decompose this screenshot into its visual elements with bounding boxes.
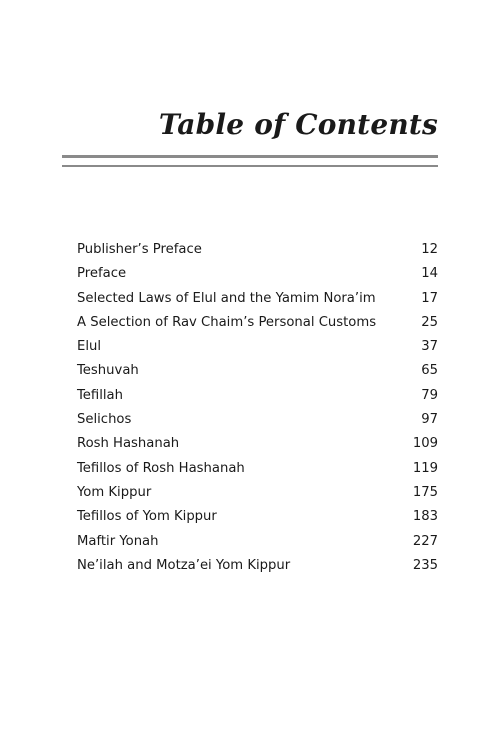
toc-entry[interactable] — [77, 481, 438, 505]
toc-entry[interactable] — [77, 335, 438, 359]
toc-entry-label: Tefillah — [77, 387, 123, 403]
toc-entry[interactable] — [77, 384, 438, 408]
toc-entry[interactable] — [77, 262, 438, 286]
toc-entry-label: Maftir Yonah — [77, 533, 159, 549]
toc-entry-label: A Selection of Rav Chaim’s Personal Customs — [77, 314, 377, 330]
toc-entry-page: 183 — [412, 509, 438, 525]
toc-entry-label: Tefillos of Rosh Hashanah — [77, 460, 245, 476]
toc-entry-page: 109 — [412, 436, 438, 452]
toc-entry-label: Tefillos of Yom Kippur — [77, 509, 217, 525]
toc-entry-page: 14 — [421, 266, 438, 282]
toc-entry-page: 12 — [421, 242, 438, 257]
toc-entry-page: 25 — [421, 314, 438, 330]
toc-entry-label: Yom Kippur — [77, 484, 152, 500]
toc-entry-label: Publisher’s Preface — [77, 242, 202, 257]
page-title: Table of Contents — [158, 108, 438, 141]
toc-entry[interactable] — [77, 287, 438, 311]
toc-entry[interactable] — [77, 457, 438, 481]
toc-entry[interactable] — [77, 311, 438, 335]
toc-entry-page: 97 — [421, 412, 438, 428]
table-of-contents — [77, 238, 438, 578]
toc-entry-page: 119 — [412, 460, 438, 476]
toc-entry-page: 227 — [412, 533, 438, 549]
toc-entry-page: 17 — [421, 290, 438, 306]
toc-entry-page: 175 — [412, 484, 438, 500]
toc-entry[interactable] — [77, 554, 438, 578]
toc-entry-label: Preface — [77, 266, 127, 282]
toc-entry-label: Selichos — [77, 412, 132, 428]
toc-entry[interactable] — [77, 408, 438, 432]
toc-entry-page: 79 — [421, 387, 438, 403]
toc-entry-label: Teshuvah — [77, 363, 139, 379]
title-divider — [62, 155, 438, 167]
toc-entry[interactable] — [77, 432, 438, 456]
toc-entry-page: 235 — [412, 557, 438, 573]
toc-entry-label: Selected Laws of Elul and the Yamim Nora’im — [77, 290, 376, 306]
toc-entry-page: 65 — [421, 363, 438, 379]
toc-entry-label: Elul — [77, 339, 102, 355]
toc-entry-label: Ne’ilah and Motza’ei Yom Kippur — [77, 557, 291, 573]
toc-entry-label: Rosh Hashanah — [77, 436, 180, 452]
toc-entry[interactable] — [77, 238, 438, 262]
toc-entry[interactable] — [77, 505, 438, 529]
toc-entry[interactable] — [77, 359, 438, 383]
toc-entry[interactable] — [77, 530, 438, 554]
toc-entry-page: 37 — [421, 339, 438, 355]
